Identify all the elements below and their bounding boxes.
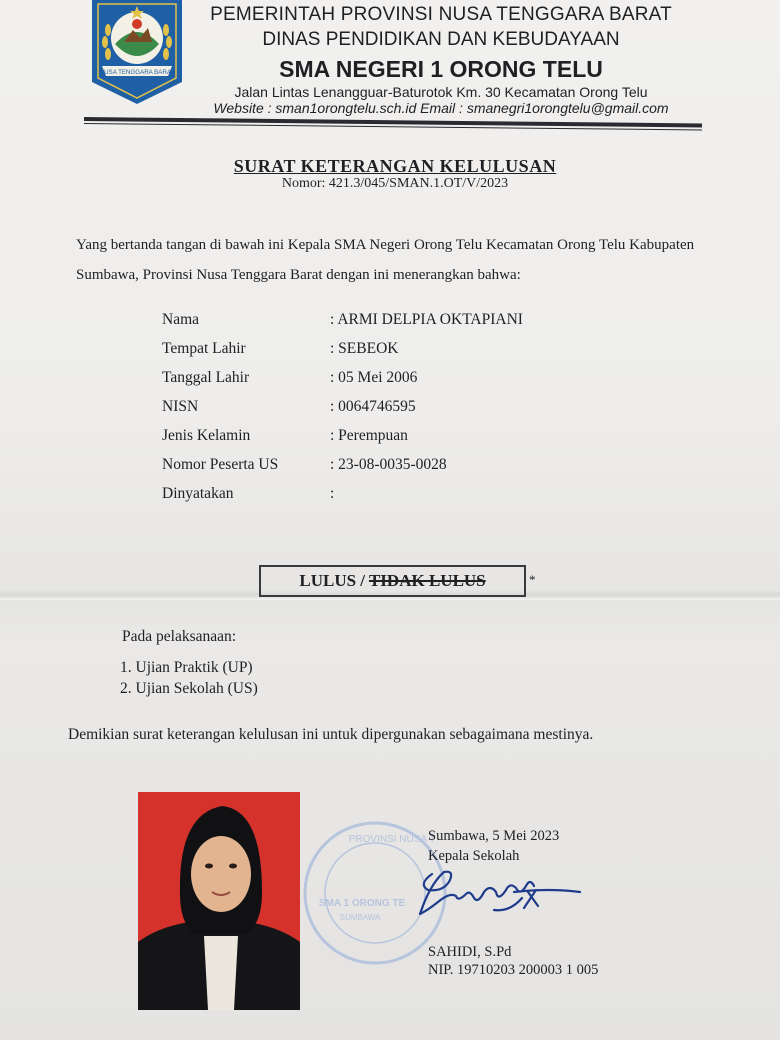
field-label: Nama — [162, 311, 200, 328]
status-passed: LULUS / — [299, 571, 369, 590]
exam-heading: Pada pelaksanaan: — [122, 628, 237, 645]
field-value: : Perempuan — [330, 427, 408, 444]
school-contact: Website : sman1orongtelu.sch.id Email : smanegri1orongtelu@gmail.com — [213, 100, 669, 116]
exam-item: 1. Ujian Praktik (UP) — [120, 659, 253, 676]
field-label: NISN — [162, 398, 199, 415]
intro-paragraph: Yang bertanda tangan di bawah ini Kepala SMA Negeri Orong Telu Kecamatan Orong Telu Kabupaten Sumbawa, Provinsi Nusa Tenggara Barat dengan ini menerangkan bahwa: — [76, 237, 695, 283]
province-logo — [88, 0, 186, 104]
signatory-nip: NIP. 19710203 200003 1 005 — [428, 962, 599, 978]
student-photo — [138, 792, 300, 1010]
portrait-icon — [138, 792, 300, 1010]
field-value: : 23-08-0035-0028 — [330, 456, 447, 473]
stamp-bottom-text: SUMBAWA — [339, 913, 381, 922]
logo-banner-text: NUSA TENGGARA BARAT — [99, 69, 175, 76]
field-label: Tanggal Lahir — [162, 369, 250, 386]
field-label: Tempat Lahir — [162, 340, 246, 357]
exam-item: 2. Ujian Sekolah (US) — [120, 680, 258, 697]
signature-place-date: Sumbawa, 5 Mei 2023 — [428, 828, 560, 844]
graduation-status-box — [259, 565, 526, 597]
closing-statement: Demikian surat keterangan kelulusan ini untuk dipergunakan sebagaimana mestinya. — [68, 726, 594, 743]
document-title: SURAT KETERANGAN KELULUSAN — [233, 156, 557, 176]
handwritten-signature — [410, 862, 590, 926]
stamp-top-text: PROVINSI NUSA T — [348, 834, 436, 845]
school-name: SMA NEGERI 1 ORONG TELU — [279, 56, 603, 82]
status-asterisk: * — [529, 572, 536, 587]
field-label: Dinyatakan — [162, 485, 234, 502]
stamp-center-text: SMA 1 ORONG TE — [318, 898, 406, 909]
field-value: : 05 Mei 2006 — [330, 369, 418, 386]
government-name: PEMERINTAH PROVINSI NUSA TENGGARA BARAT — [210, 4, 672, 25]
signature-role: Kepala Sekolah — [428, 848, 520, 864]
field-label: Nomor Peserta US — [162, 456, 279, 473]
signatory-name: SAHIDI, S.Pd — [428, 944, 512, 960]
field-value: : 0064746595 — [330, 398, 416, 415]
exam-list — [120, 657, 258, 699]
field-value: : SEBEOK — [330, 340, 399, 357]
status-not-passed: TIDAK LULUS — [368, 571, 486, 590]
field-value: : — [330, 485, 335, 502]
document-number: Nomor: 421.3/045/SMAN.1.OT/V/2023 — [281, 176, 509, 191]
department-name: DINAS PENDIDIKAN DAN KEBUDAYAAN — [262, 29, 620, 50]
field-label: Jenis Kelamin — [162, 427, 251, 444]
school-address: Jalan Lintas Lenangguar-Baturotok Km. 30 Kecamatan Orong Telu — [234, 84, 648, 100]
field-value: : ARMI DELPIA OKTAPIANI — [330, 311, 523, 328]
